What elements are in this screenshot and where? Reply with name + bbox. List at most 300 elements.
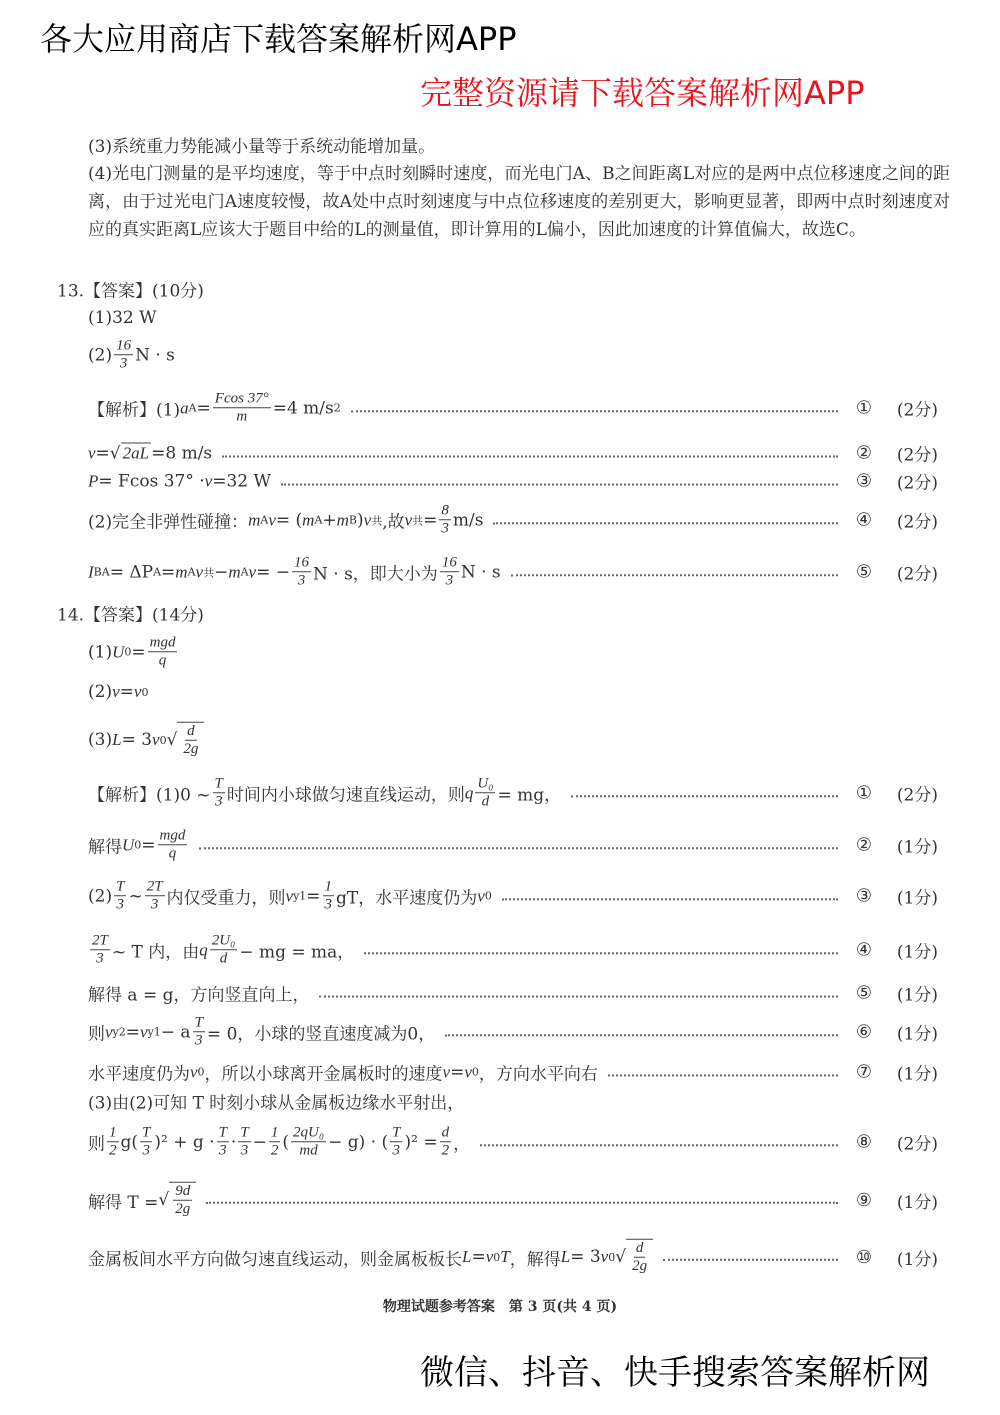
text-segment: − xyxy=(252,1132,267,1152)
text-segment: 解得 a = g，方向竖直向上， xyxy=(88,985,310,1006)
numerator: 16 xyxy=(114,337,133,355)
step-number: ③ xyxy=(855,885,873,907)
radicand xyxy=(626,1239,653,1276)
text-segment: = xyxy=(471,1247,486,1267)
numerator: 2T xyxy=(145,878,165,896)
step-number: ② xyxy=(855,834,873,856)
denominator: 2g xyxy=(632,1258,648,1274)
step-number: ① xyxy=(855,397,873,419)
text-segment: (2) xyxy=(88,682,113,702)
text-segment: − xyxy=(214,562,229,582)
text-segment: = xyxy=(196,398,211,418)
answer-line xyxy=(88,1089,938,1114)
variable: m xyxy=(336,510,349,529)
text-segment: = xyxy=(423,510,438,530)
expression xyxy=(57,601,204,626)
numerator: U₀ xyxy=(475,775,495,793)
text-segment: = xyxy=(141,835,156,855)
text-segment: (2) xyxy=(88,345,113,365)
expression xyxy=(57,277,204,302)
text-segment: (3)由(2)可知 T 时刻小球从金属板边缘水平射出， xyxy=(88,1093,465,1114)
answer-line xyxy=(88,469,938,494)
numerator: 1 xyxy=(107,1124,119,1142)
subscript: 0 xyxy=(197,1065,205,1079)
variable: v xyxy=(285,886,294,905)
subscript: 0 xyxy=(471,1065,479,1079)
denominator: 3 xyxy=(392,1142,401,1159)
radicand: 2aL xyxy=(122,443,150,463)
text-segment: ) xyxy=(357,510,364,530)
text-segment: = xyxy=(161,562,176,582)
step-number: ⑨ xyxy=(855,1189,873,1211)
subscript: 共 xyxy=(412,514,424,527)
fraction xyxy=(440,1124,452,1160)
answer-line xyxy=(88,981,938,1006)
denominator: 3 xyxy=(214,793,223,810)
score-points: (2分) xyxy=(896,445,938,466)
dotted-leader xyxy=(493,522,838,524)
text-segment: gT，水平速度仍为 xyxy=(336,888,478,909)
fraction xyxy=(439,502,451,538)
numerator: 16 xyxy=(292,554,311,572)
text-segment: (1) xyxy=(88,642,113,662)
score-points: (1分) xyxy=(896,888,938,909)
variable: v xyxy=(152,730,160,749)
numerator: T xyxy=(217,1124,229,1142)
answer-line xyxy=(88,1014,938,1050)
numerator: T xyxy=(114,878,126,896)
denominator: 2 xyxy=(441,1142,450,1159)
text-segment: 解得 T = xyxy=(88,1192,159,1213)
dotted-leader xyxy=(281,483,838,485)
fraction xyxy=(213,390,271,426)
variable: m xyxy=(248,510,261,529)
watermark-center-red: 完整资源请下载答案解析网APP xyxy=(420,74,865,112)
score-points: (2分) xyxy=(896,473,938,494)
variable: P xyxy=(88,471,99,490)
subscript: A xyxy=(188,401,197,415)
text-segment: ( xyxy=(282,1132,290,1152)
expression xyxy=(88,682,148,702)
subscript: BA xyxy=(93,565,110,579)
subscript: A xyxy=(187,565,196,579)
expression xyxy=(88,722,204,759)
text-segment: N · s xyxy=(460,562,501,582)
variable: T xyxy=(500,1247,510,1266)
score-points: (1分) xyxy=(896,837,938,858)
text-segment: =32 W xyxy=(212,471,271,491)
step-number: ④ xyxy=(855,939,873,961)
text-segment: = xyxy=(131,642,146,662)
expression xyxy=(88,775,561,811)
denominator: 3 xyxy=(445,572,454,589)
answer-line xyxy=(88,682,938,702)
dotted-leader xyxy=(511,574,838,576)
dotted-leader xyxy=(571,795,838,797)
text-segment: 解得 xyxy=(88,837,122,858)
text-segment: · xyxy=(230,1132,237,1152)
radical-sign: √ xyxy=(109,443,121,463)
answer-line xyxy=(88,502,938,538)
q12-item4: (4)光电门测量的是平均速度，等于中点时刻瞬时速度，而光电门A、B之间距离L对应的是两中点位移速度之间的距离，由于过光电门A速度较慢，故A处中点时刻速度与中点位移速度的差别更大，影响更显著，即两中点时刻速度对应的真实距离L应该大于题目中给的L的测量值，即计算用的L偏小，因此加速度的计算值偏大，故选C。 xyxy=(88,164,950,240)
text-segment: = xyxy=(306,886,321,906)
numerator: T xyxy=(238,1124,250,1142)
text-segment: 【解析】(1) xyxy=(88,400,181,421)
numerator: mgd xyxy=(148,634,178,652)
numerator: 16 xyxy=(440,554,459,572)
text-segment: (2) xyxy=(88,886,113,906)
answer-line xyxy=(88,308,938,328)
text-segment: = 3 xyxy=(121,730,153,750)
variable: U xyxy=(112,642,125,661)
dotted-leader xyxy=(319,995,838,997)
square-root xyxy=(110,443,151,464)
fraction xyxy=(213,775,225,811)
answer-line xyxy=(88,1124,938,1160)
expression xyxy=(88,981,309,1006)
numerator: d xyxy=(185,723,197,741)
text-segment: ,故 xyxy=(382,512,405,533)
dotted-leader xyxy=(199,847,838,849)
numerator: Fcos 37° xyxy=(213,390,271,408)
answer-line xyxy=(88,932,938,968)
expression xyxy=(88,308,157,328)
fraction xyxy=(217,1124,229,1160)
text-segment: 金属板间水平方向做匀速直线运动，则金属板板长 xyxy=(88,1249,462,1270)
score-points: (1分) xyxy=(896,1024,938,1045)
step-number: ④ xyxy=(855,509,873,531)
answer-line xyxy=(88,554,938,590)
step-number: ⑩ xyxy=(855,1246,873,1268)
text-segment: (1)32 W xyxy=(88,308,157,328)
expression xyxy=(88,554,501,590)
text-segment: 水平速度仍为 xyxy=(88,1064,190,1085)
numerator: 2T xyxy=(90,932,110,950)
variable: L xyxy=(560,1247,571,1266)
fraction xyxy=(292,554,311,590)
text-segment: ， xyxy=(453,1134,471,1155)
numerator: T xyxy=(193,1014,205,1032)
answer-line xyxy=(88,337,938,373)
denominator: 2 xyxy=(270,1142,279,1159)
answer-line xyxy=(88,1060,938,1085)
subscript: A xyxy=(240,565,249,579)
fraction xyxy=(90,932,110,968)
text-segment: = xyxy=(125,1022,141,1042)
denominator: 3 xyxy=(324,896,333,913)
dotted-leader xyxy=(480,1144,838,1146)
score-points: (2分) xyxy=(896,1134,938,1155)
text-segment: 时间内小球做匀速直线运动，则 xyxy=(226,785,465,806)
text-segment: ，解得 xyxy=(509,1249,561,1270)
numerator: d xyxy=(634,1240,646,1258)
text-segment: − mg = ma， xyxy=(239,942,355,963)
text-segment: = xyxy=(450,1062,465,1082)
text-segment: = xyxy=(95,443,110,463)
denominator: 3 xyxy=(119,355,128,372)
fraction xyxy=(238,1124,250,1160)
variable: v xyxy=(268,510,276,529)
variable: q xyxy=(464,783,474,802)
subscript: 0 xyxy=(159,733,167,747)
subscript: 0 xyxy=(484,889,492,903)
subscript: 0 xyxy=(493,1250,501,1264)
denominator: 3 xyxy=(195,1032,203,1049)
subscript: 共 xyxy=(371,514,383,527)
score-points: (2分) xyxy=(896,785,938,806)
fraction xyxy=(210,932,238,968)
text-segment: 14.【答案】(14分) xyxy=(57,605,204,626)
text-segment: = 0，小球的竖直速度减为0， xyxy=(206,1024,436,1045)
denominator: 3 xyxy=(218,1142,227,1159)
step-number: ⑤ xyxy=(855,561,873,583)
score-points: (1分) xyxy=(896,1192,938,1213)
expression xyxy=(88,471,271,491)
dotted-leader xyxy=(364,952,838,954)
fraction xyxy=(114,878,126,914)
text-segment: g( xyxy=(120,1132,139,1152)
variable: v xyxy=(477,886,485,905)
expression xyxy=(88,1014,435,1050)
text-segment: m/s xyxy=(452,510,484,530)
fraction xyxy=(145,878,165,914)
fraction xyxy=(114,337,133,373)
denominator: d xyxy=(219,950,228,967)
fraction xyxy=(440,554,459,590)
fraction xyxy=(181,723,200,759)
text-segment: 则 xyxy=(88,1024,105,1045)
answer-line xyxy=(88,441,938,466)
denominator: 3 xyxy=(142,1142,150,1159)
fraction xyxy=(148,634,178,670)
variable: v xyxy=(190,1062,198,1081)
dotted-leader xyxy=(222,455,838,457)
question-heading xyxy=(57,277,938,302)
step-number: ⑧ xyxy=(855,1131,873,1153)
denominator: q xyxy=(158,652,167,669)
subscript: 0 xyxy=(134,838,142,852)
variable: m xyxy=(228,562,241,581)
numerator: d xyxy=(440,1124,452,1142)
text-segment: ~ xyxy=(128,886,143,906)
text-segment: = − xyxy=(256,562,290,582)
numerator: T xyxy=(390,1124,402,1142)
text-segment: N · s xyxy=(135,345,175,365)
variable: m xyxy=(302,510,315,529)
score-points: (1分) xyxy=(896,1249,938,1270)
radical-sign: √ xyxy=(615,1247,627,1267)
text-segment: 13.【答案】(10分) xyxy=(57,281,204,302)
variable: L xyxy=(462,1247,472,1266)
text-segment: + xyxy=(322,510,337,530)
denominator: 2 xyxy=(109,1142,117,1159)
subscript: A xyxy=(260,513,269,527)
expression xyxy=(88,337,175,373)
text-segment: (2)完全非弹性碰撞： xyxy=(88,512,249,533)
subscript: A xyxy=(314,513,323,527)
numerator: 2U₀ xyxy=(210,932,238,950)
denominator: q xyxy=(168,845,177,862)
expression xyxy=(88,1124,470,1160)
watermark-top-left: 各大应用商店下载答案解析网APP xyxy=(40,20,517,58)
expression xyxy=(88,1239,653,1276)
expression xyxy=(88,390,341,426)
variable: v xyxy=(442,1062,451,1081)
fraction xyxy=(630,1240,649,1276)
denominator: d xyxy=(481,793,490,810)
text-segment: =8 m/s xyxy=(151,443,213,463)
text-segment: = Fcos 37° · xyxy=(98,471,205,491)
expression xyxy=(88,634,179,670)
subscript: y1 xyxy=(293,889,307,903)
denominator: 2g xyxy=(183,741,199,757)
text-segment: = ( xyxy=(275,510,303,530)
step-number: ⑦ xyxy=(855,1061,873,1083)
variable: v xyxy=(485,1247,494,1266)
variable: m xyxy=(175,562,188,581)
fraction xyxy=(158,827,188,863)
square-root xyxy=(158,1182,196,1219)
radicand xyxy=(169,1182,196,1219)
expression xyxy=(88,443,212,464)
answer-line xyxy=(88,722,938,759)
subscript: 0 xyxy=(124,645,132,659)
step-number: ① xyxy=(855,782,873,804)
variable: a xyxy=(180,398,189,417)
variable: v xyxy=(363,510,372,529)
variable: v xyxy=(105,1022,113,1041)
numerator: T xyxy=(140,1124,152,1142)
variable: v xyxy=(464,1062,472,1081)
denominator: 2g xyxy=(175,1201,191,1217)
text-segment: = 3 xyxy=(570,1247,601,1267)
dotted-leader xyxy=(351,410,838,412)
numerator: 2qU₀ xyxy=(291,1124,326,1142)
text-segment: 则 xyxy=(88,1134,105,1155)
answer-line xyxy=(88,1182,938,1219)
subscript: 共 xyxy=(203,566,215,579)
numerator: 1 xyxy=(323,878,335,896)
variable: U xyxy=(122,835,135,854)
expression xyxy=(88,827,189,863)
variable: v xyxy=(88,443,96,462)
step-number: ③ xyxy=(855,470,873,492)
dotted-leader xyxy=(445,1034,838,1036)
variable: v xyxy=(112,682,120,701)
variable: v xyxy=(248,562,257,581)
variable: v xyxy=(600,1247,609,1266)
score-points: (1分) xyxy=(896,985,938,1006)
denominator: md xyxy=(299,1142,318,1159)
expression xyxy=(88,878,492,914)
answer-line xyxy=(88,878,938,914)
text-segment: ，所以小球离开金属板时的速度 xyxy=(204,1064,443,1085)
dotted-leader xyxy=(502,898,838,900)
variable: L xyxy=(112,730,122,749)
text-segment: )² + g · xyxy=(154,1132,215,1152)
subscript: y2 xyxy=(112,1025,126,1039)
denominator: 3 xyxy=(297,572,306,589)
fraction xyxy=(390,1124,402,1160)
expression xyxy=(88,1060,598,1085)
subscript: B xyxy=(348,513,358,527)
answer-line xyxy=(88,1239,938,1276)
text-segment: =4 m/s xyxy=(272,398,334,418)
radicand xyxy=(177,722,204,759)
text-segment: ，方向水平向右 xyxy=(478,1064,598,1085)
variable: v xyxy=(195,562,204,581)
subscript: 0 xyxy=(608,1250,616,1264)
subscript: 0 xyxy=(141,685,149,699)
answer-line xyxy=(88,827,938,863)
text-segment: − a xyxy=(160,1022,191,1042)
superscript: 2 xyxy=(333,401,341,415)
dotted-leader xyxy=(663,1259,838,1261)
text-segment: (3) xyxy=(88,730,113,750)
denominator: 3 xyxy=(441,520,449,537)
question-heading xyxy=(57,601,938,626)
dotted-leader xyxy=(608,1074,838,1076)
text-segment: 【解析】(1)0 ~ xyxy=(88,785,211,806)
text-segment: = xyxy=(119,682,134,702)
fraction xyxy=(323,878,335,914)
denominator: 3 xyxy=(150,896,159,913)
score-points: (1分) xyxy=(896,942,938,963)
fraction xyxy=(291,1124,326,1160)
watermark-bottom-right: 微信、抖音、快手搜索答案解析网 xyxy=(420,1353,930,1393)
subscript: y1 xyxy=(147,1025,161,1039)
text-segment: 内仅受重力，则 xyxy=(166,888,286,909)
score-points: (2分) xyxy=(896,400,938,421)
q12-item3: (3)系统重力势能减小量等于系统动能增加量。 xyxy=(88,137,436,157)
answer-line xyxy=(88,775,938,811)
answer-line xyxy=(88,634,938,670)
fraction xyxy=(269,1124,281,1160)
fraction xyxy=(173,1183,192,1219)
variable: v xyxy=(140,1022,148,1041)
denominator: 3 xyxy=(116,896,125,913)
text-segment: N · s，即大小为 xyxy=(313,564,438,585)
answer-line xyxy=(88,390,938,426)
variable: v xyxy=(404,510,413,529)
denominator: m xyxy=(236,408,248,425)
step-number: ② xyxy=(855,442,873,464)
square-root xyxy=(615,1239,653,1276)
score-points: (2分) xyxy=(896,564,938,585)
expression xyxy=(88,1089,464,1114)
expression xyxy=(88,932,354,968)
variable: v xyxy=(133,682,142,701)
expression xyxy=(88,502,483,538)
subscript: A xyxy=(153,565,162,579)
numerator: 8 xyxy=(439,502,451,520)
expression xyxy=(88,1182,196,1219)
step-number: ⑥ xyxy=(855,1021,873,1043)
numerator: 9d xyxy=(173,1183,192,1201)
numerator: T xyxy=(213,775,225,793)
text-segment: )² = xyxy=(404,1132,438,1152)
text-segment: = mg， xyxy=(497,785,562,806)
numerator: 1 xyxy=(269,1124,281,1142)
variable: q xyxy=(199,940,208,959)
fraction xyxy=(107,1124,119,1160)
variable: I xyxy=(88,562,94,581)
text-segment: ~ T 内，由 xyxy=(111,942,200,963)
score-points: (1分) xyxy=(896,1064,938,1085)
page-footer: 物理试题参考答案 第 3 页(共 4 页) xyxy=(382,1299,618,1315)
score-points: (2分) xyxy=(896,512,938,533)
dotted-leader xyxy=(206,1202,838,1204)
